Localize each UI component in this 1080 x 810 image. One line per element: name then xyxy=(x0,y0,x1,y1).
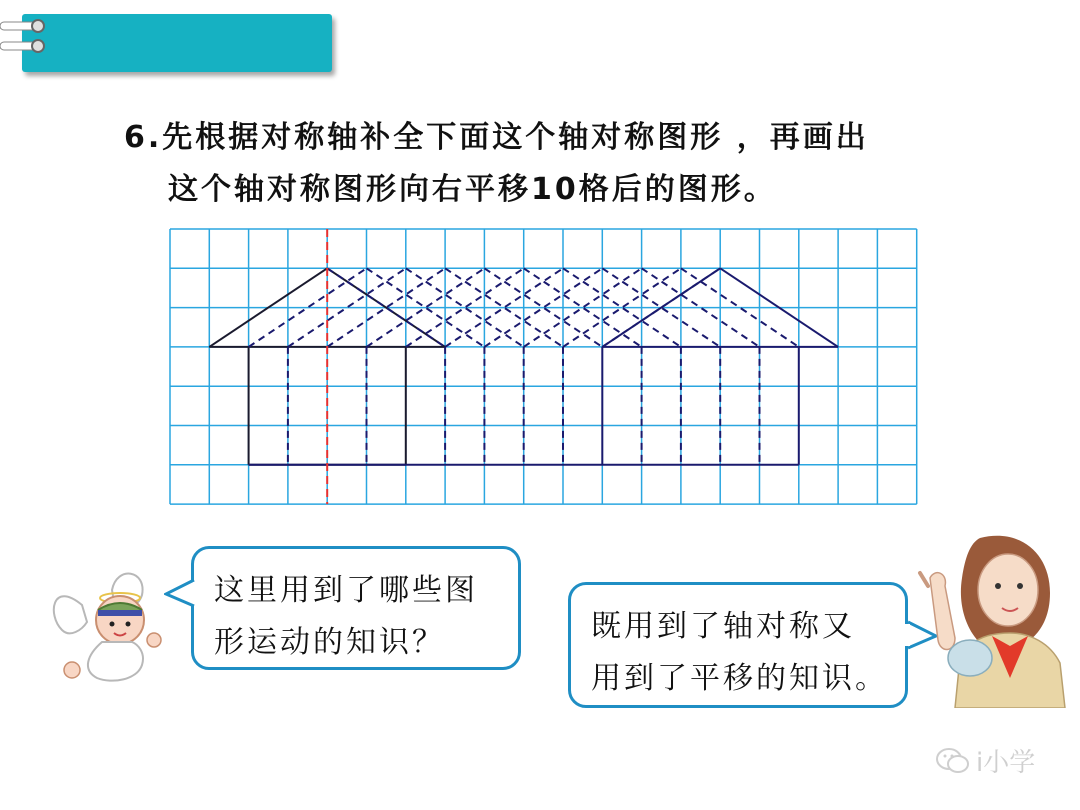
translated-figure xyxy=(249,268,839,465)
question-line-1: 这里用到了哪些图 xyxy=(214,573,478,608)
problem-statement xyxy=(124,112,984,216)
grid-figure xyxy=(168,227,920,511)
binder-rings-icon xyxy=(0,14,60,74)
grid-lines xyxy=(170,229,917,504)
watermark xyxy=(936,742,1035,779)
speech-bubble-answer xyxy=(568,582,908,708)
problem-line-1: 6.先根据对称轴补全下面这个轴对称图形 ，再画出 xyxy=(124,120,869,155)
answer-line-2: 用到了平移的知识。 xyxy=(591,661,888,696)
problem-line-2: 这个轴对称图形向右平移10格后的图形。 xyxy=(168,172,777,207)
girl-character xyxy=(910,528,1075,708)
question-line-2: 形运动的知识？ xyxy=(214,625,445,660)
speech-bubble-question xyxy=(191,546,521,670)
watermark-text: i小学 xyxy=(976,748,1036,778)
header-bar xyxy=(22,14,332,72)
angel-character xyxy=(42,560,192,695)
answer-line-1: 既用到了轴对称又 xyxy=(591,609,855,644)
wechat-icon xyxy=(936,747,970,775)
